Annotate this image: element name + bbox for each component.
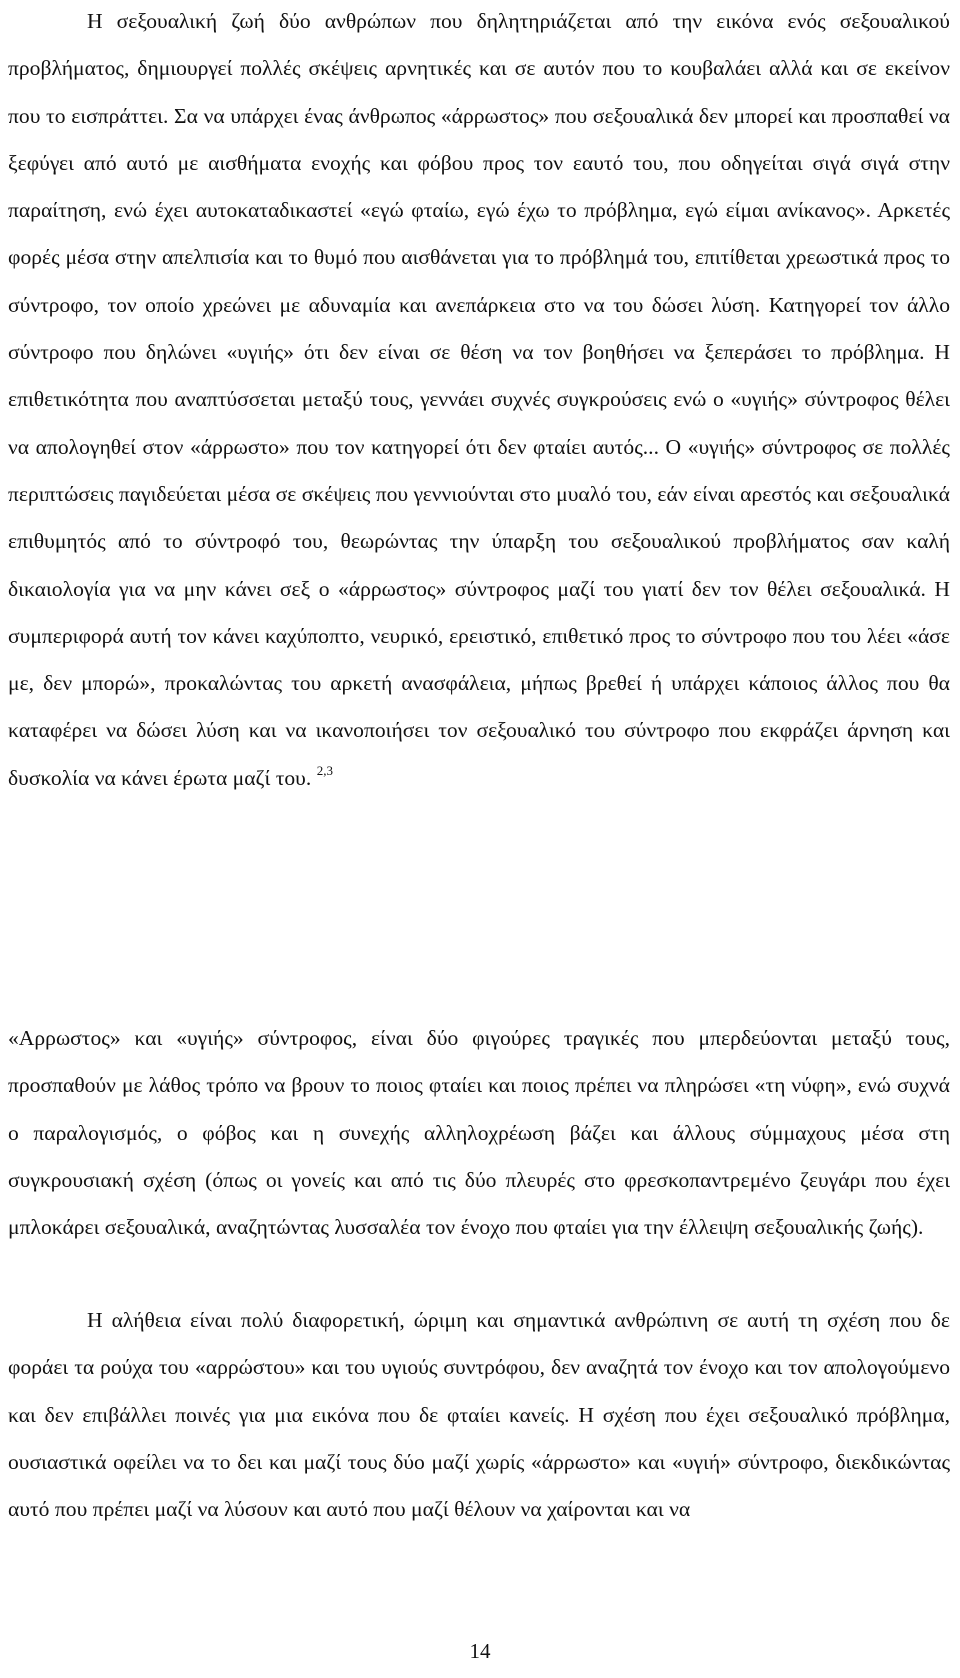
body-text-block-1 [8,0,950,802]
page-number: 14 [469,1639,491,1663]
paragraph-1-text: Η σεξουαλική ζωή δύο ανθρώπων που δηλητηριάζεται από την εικόνα ενός σεξουαλικού προβλήματος, δημιουργεί πολλές σκέψεις αρνητικές και σε αυτόν που το κουβαλάει αλλά και σε εκείνον που το εισπράττει. Σα να υπάρχει ένας άνθρωπος «άρρωστος» που σεξουαλικά δεν μπορεί και προσπαθεί να ξεφύγει από αυτό με αισθήματα ενοχής και φόβου προς τον εαυτό του, που οδηγείται σιγά σιγά στην παραίτηση, ενώ έχει αυτοκαταδικαστεί «εγώ φταίω, εγώ έχω το πρόβλημα, εγώ είμαι ανίκανος». Αρκετές φορές μέσα στην απελπισία και το θυμό που αισθάνεται για το πρόβλημά του, επιτίθεται χρεωστικά προς το σύντροφο, τον οποίο χρεώνει με αδυναμία και ανεπάρκεια στο να του δώσει λύση. Κατηγορεί τον άλλο σύντροφο που δηλώνει «υγιής» ότι δεν είναι σε θέση να τον βοηθήσει να ξεπεράσει το πρόβλημα. Η επιθετικότητα που αναπτύσσεται μεταξύ τους, γεννάει συχνές συγκρούσεις ενώ ο «υγιής» σύντροφος θέλει να απολογηθεί στον «άρρωστο» που τον κατηγορεί ότι δεν φταίει αυτός... Ο «υγιής» σύντροφος σε πολλές περιπτώσεις παγιδεύεται μέσα σε σκέψεις που γεννιούνται στο μυαλό του, εάν είναι αρεστός και σεξουαλικά επιθυμητός από το σύντροφό του, θεωρώντας την ύπαρξη του σεξουαλικού προβλήματος σαν καλή δικαιολογία για να μην κάνει σεξ ο «άρρωστος» σύντροφος μαζί του γιατί δεν τον θέλει σεξουαλικά. Η συμπεριφορά αυτή τον κάνει καχύποπτο, νευρικό, ερειστικό, επιθετικό προς το σύντροφο που του λέει «άσε με, δεν μπορώ», προκαλώντας του αρκετή ανασφάλεια, μήπως βρεθεί ή υπάρχει κάποιος άλλος που θα καταφέρει να δώσει λύση και να ικανοποιήσει τον σεξουαλικό του σύντροφο που εκφράζει άρνηση και δυσκολία να κάνει έρωτα μαζί του. [8,9,950,790]
paragraph-3: Η αλήθεια είναι πολύ διαφορετική, ώριμη και σημαντικά ανθρώπινη σε αυτή τη σχέση που δε φοράει τα ρούχα του «αρρώστου» και του υγιούς συντρόφου, δεν αναζητά τον ένοχο και τον απολογούμενο και δεν επιβάλλει ποινές για μια εικόνα που δε φταίει κανείς. Η σχέση που έχει σεξουαλικό πρόβλημα, ουσιαστικά οφείλει να το δει και μαζί τους δύο μαζί χωρίς «άρρωστο» και «υγιή» σύντροφο, διεκδικώντας αυτό που πρέπει μαζί να λύσουν και αυτό που μαζί θέλουν να χαίρονται και να [8,1308,950,1522]
citation-superscript: 2,3 [316,762,333,778]
paragraph-1 [8,0,950,802]
paragraph-2: «Αρρωστος» και «υγιής» σύντροφος, είναι δύο φιγούρες τραγικές που μπερδεύονται μεταξύ τους, προσπαθούν με λάθος τρόπο να βρουν το ποιος φταίει και ποιος πρέπει να πληρώσει «τη νύφη», ενώ συχνά ο παραλογισμός, ο φόβος και η συνεχής αλληλοχρέωση βάζει και άλλους σύμμαχους μέσα στη συγκρουσιακή σχέση (όπως οι γονείς και από τις δύο πλευρές στο φρεσκοπαντρεμένο ζευγάρι που έχει μπλοκάρει σεξουαλικά, αναζητώντας λυσσαλέα τον ένοχο που φταίει για την έλλειψη σεξουαλικής ζωής). [8,1026,950,1240]
body-text-block-3 [8,1297,950,1533]
body-text-block-2 [8,1015,950,1251]
